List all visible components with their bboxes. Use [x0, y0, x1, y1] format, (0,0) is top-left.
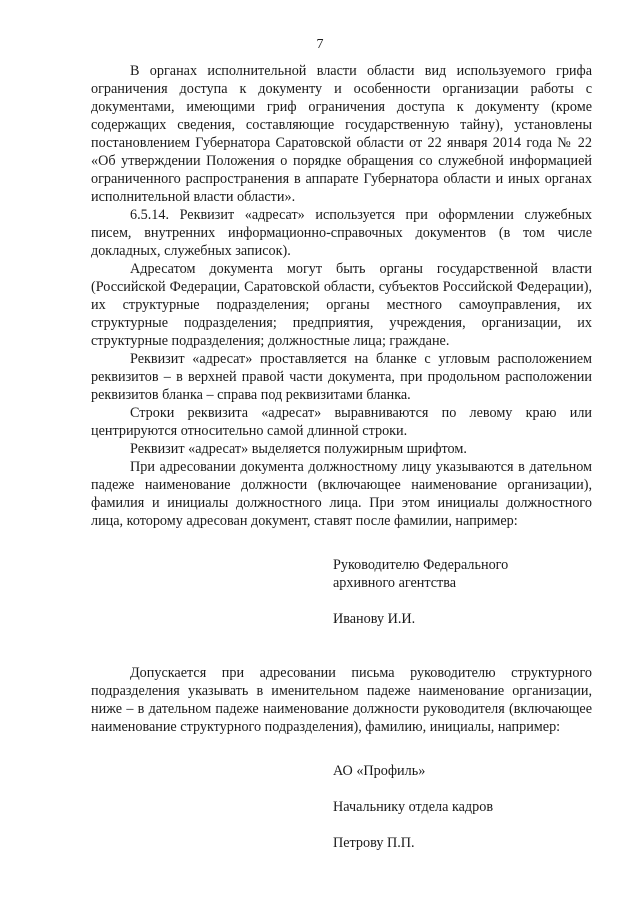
paragraph-addressee-bold: Реквизит «адресат» выделяется полужирным шрифтом. [130, 441, 467, 457]
paragraph-addressee-placement: Реквизит «адресат» проставляется на бланке с угловым расположением реквизитов – в верхней правой части документа, при продольном расположении реквизитов бланка – справа под реквизитами бланка. [91, 351, 592, 403]
address-example-1-line1: Руководителю Федерального [333, 557, 509, 573]
address-example-1 [333, 556, 592, 628]
paragraph-requisite-addressee: 6.5.14. Реквизит «адресат» используется при оформлении служебных писем, внутренних информационно-справочных документов (в том числе докладных, служебных записок). [91, 207, 592, 259]
paragraph-addressing-official: При адресовании документа должностному лицу указываются в дательном падеже наименование должности (включающее наименование организации), фамилия и инициалы должностного лица. При этом инициалы должностного лица, которому адресован документ, ставят после фамилии, например: [91, 459, 592, 529]
paragraph-addressee-types: Адресатом документа могут быть органы государственной власти (Российской Федерации, Саратовской области, субъектов Российской Федерации), их структурные подразделения; органы местного самоуправления, их структурные подразделения; предприятия, учреждения, организации, их структурные подразделения; должностные лица; граждане. [91, 261, 592, 349]
paragraph-addressing-department: Допускается при адресовании письма руководителю структурного подразделения указывать в именительном падеже наименование организации, ниже – в дательном падеже наименование должности руководителя (включающее наименование структурного подразделения), фамилию, инициалы, например: [91, 665, 592, 735]
address-example-2-position: Начальнику отдела кадров [333, 799, 494, 815]
page-number: 7 [316, 37, 324, 52]
document-body [91, 62, 592, 852]
address-example-2-org: АО «Профиль» [333, 763, 426, 779]
address-example-1-line2: архивного агентства [333, 575, 457, 591]
address-example-2-name: Петрову П.П. [333, 835, 415, 851]
address-example-1-name: Иванову И.И. [333, 611, 416, 627]
address-example-2 [333, 762, 592, 852]
paragraph-addressee-alignment: Строки реквизита «адресат» выравниваются по левому краю или центрируются относительно самой длинной строки. [91, 405, 592, 439]
paragraph-restricted-access: В органах исполнительной власти области вид используемого грифа ограничения доступа к документу и особенности организации работы с документами, имеющими гриф ограничения доступа к документу (кроме содержащих сведения, составляющие государственную тайну), установлены постановлением Губернатора Саратовской области от 22 января 2014 года № 22 «Об утверждении Положения о порядке обращения со служебной информацией ограниченного распространения в аппарате Губернатора области и иных органах исполнительной власти области». [91, 63, 592, 205]
